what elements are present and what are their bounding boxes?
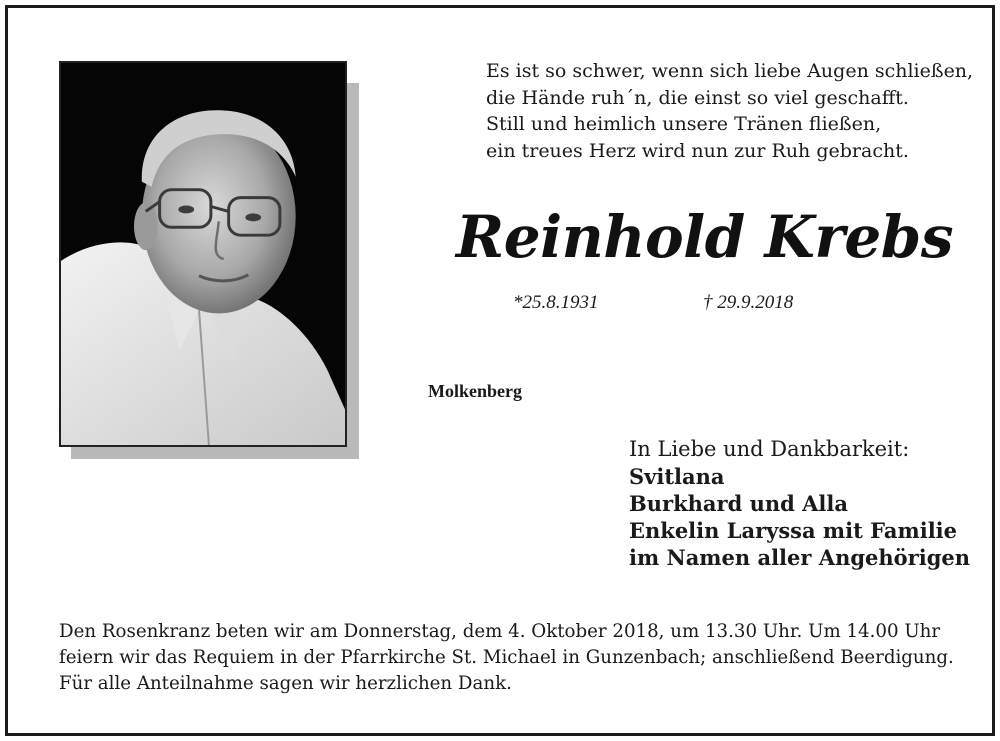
- notice-line: Für alle Anteilnahme sagen wir herzlichen Dank.: [59, 673, 512, 694]
- portrait-photo: [59, 61, 347, 447]
- mourner-name: Enkelin Laryssa mit Familie: [629, 518, 958, 543]
- notice-line: feiern wir das Requiem in der Pfarrkirche St. Michael in Gunzenbach; anschließend Beerdigung.: [59, 647, 954, 668]
- poem-line: Es ist so schwer, wenn sich liebe Augen schließen,: [486, 60, 974, 82]
- poem: [486, 58, 973, 164]
- service-notice: [59, 619, 954, 697]
- mourners-intro: In Liebe und Dankbarkeit:: [629, 437, 910, 461]
- poem-line: die Hände ruh´n, die einst so viel geschafft.: [486, 86, 909, 109]
- mourner-name: Svitlana: [629, 464, 725, 489]
- mourner-name: im Namen aller Angehörigen: [629, 545, 971, 570]
- deceased-name: Reinhold Krebs: [456, 203, 954, 271]
- birth-date: *25.8.1931: [513, 292, 599, 313]
- poem-line: ein treues Herz wird nun zur Ruh gebracht.: [486, 139, 909, 162]
- poem-line: Still und heimlich unsere Tränen fließen,: [486, 113, 882, 135]
- mourners-block: [629, 436, 970, 571]
- death-date: † 29.9.2018: [703, 292, 794, 313]
- notice-line: Den Rosenkranz beten wir am Donnerstag, dem 4. Oktober 2018, um 13.30 Uhr. Um 14.00 Uhr: [59, 621, 941, 642]
- mourner-name: Burkhard und Alla: [629, 491, 848, 516]
- place-name: Molkenberg: [428, 381, 522, 401]
